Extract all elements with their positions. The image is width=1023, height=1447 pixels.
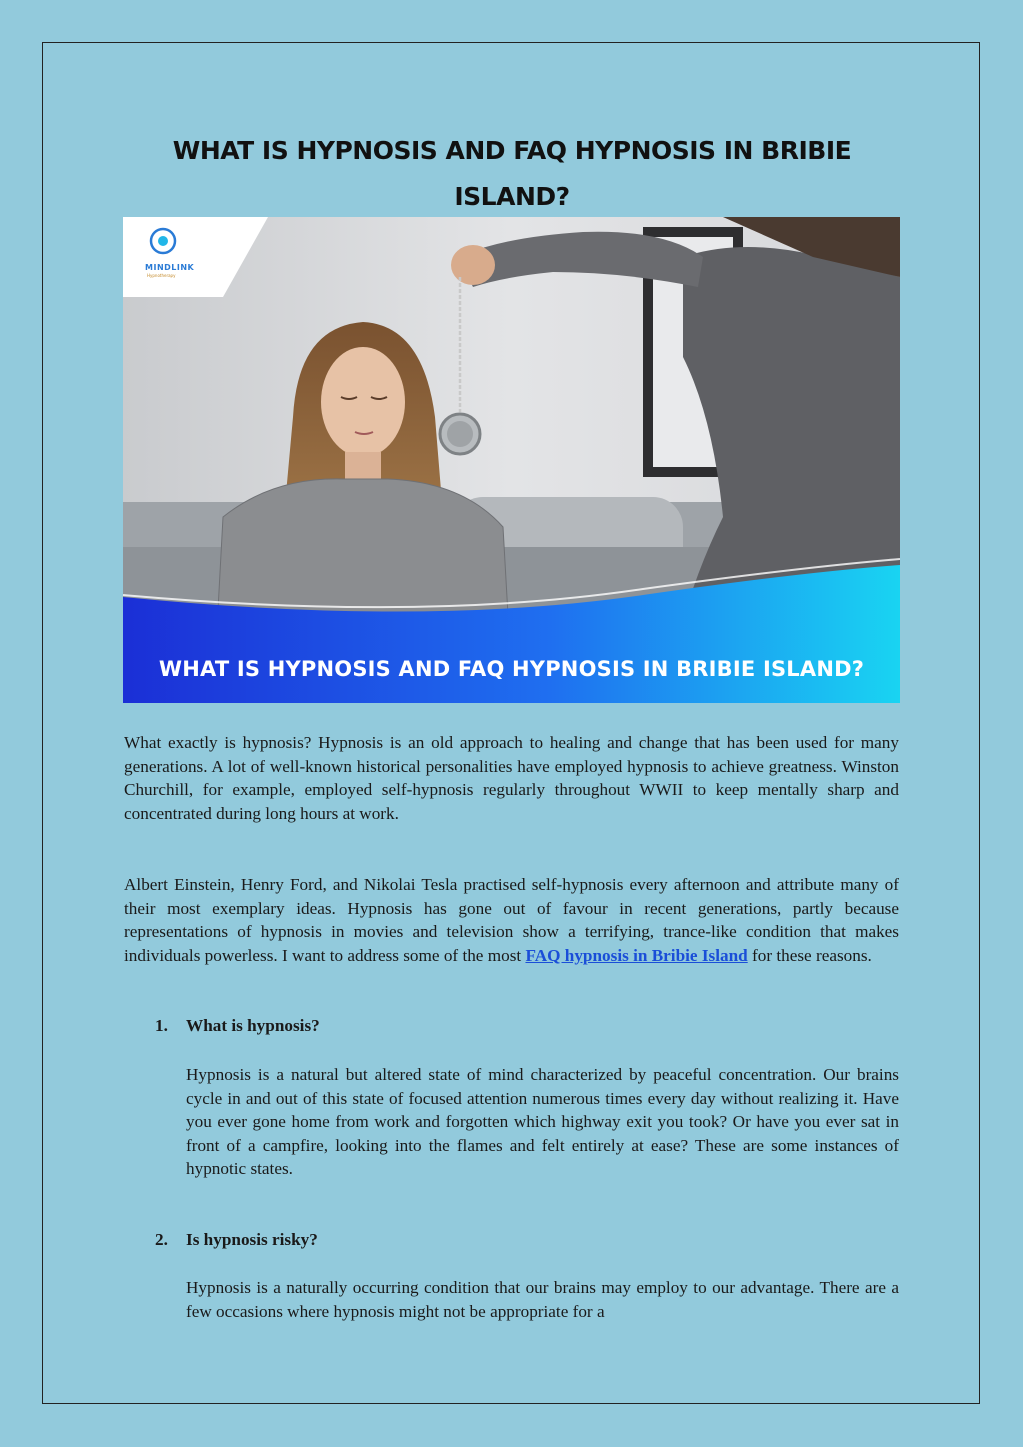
faq-answer-2: Hypnosis is a naturally occurring condition that our brains may employ to our advantage. There are a few occasions where hypnosis might not be appropriate for a [186,1278,899,1321]
logo-text: MINDLINK [145,263,195,272]
intro-paragraph: What exactly is hypnosis? Hypnosis is an old approach to healing and change that has been used for many generations. A lot of well-known historical personalities have employed hypnosis to achieve greatness. Winston Churchill, for example, employed self-hypnosis regularly throughout WWII to keep mentally sharp and concentrated during long hours at work. [124,733,899,823]
faq-hypnosis-link[interactable]: FAQ hypnosis in Bribie Island [525,945,748,965]
faq-question-text: What is hypnosis? [186,1016,320,1035]
paragraph-text: Albert Einstein, Henry Ford, and Nikolai Tesla practised self-hypnosis every afternoon and attribute many of their most exemplary ideas. Hypnosis has gone out of favour in recent generations, partly because representations of hypnosis in movies and television show a terrifying, trance-like condition that makes individuals powerless. I want to address some of the most [124,875,899,965]
paragraph-text-end: for these reasons. [747,945,872,965]
faq-answer-1: Hypnosis is a natural but altered state of mind characterized by peaceful concentration. Our brains cycle in and out of this state of focused attention numerous times every day without realizing it. Have you ever gone home from work and forgotten which highway exit you took? Or have you ever sat in front of a campfire, looking into the flames and felt entirely at ease? These are some instances of hypnotic states. [186,1065,899,1179]
hero-image [123,217,900,703]
hero-caption: WHAT IS HYPNOSIS AND FAQ HYPNOSIS IN BRIBIE ISLAND? [158,657,865,681]
faq-number: 2. [155,1230,168,1249]
faq-question-2 [155,1230,318,1250]
faq-question-text: Is hypnosis risky? [186,1230,318,1249]
faq-number: 1. [155,1016,168,1035]
mindlink-logo [123,217,273,297]
page-title: WHAT IS HYPNOSIS AND FAQ HYPNOSIS IN BRIBIE ISLAND? [172,136,852,211]
faq-question-1 [155,1016,320,1036]
logo-subtitle: Hypnotherapy [147,273,176,278]
second-paragraph [124,873,899,967]
